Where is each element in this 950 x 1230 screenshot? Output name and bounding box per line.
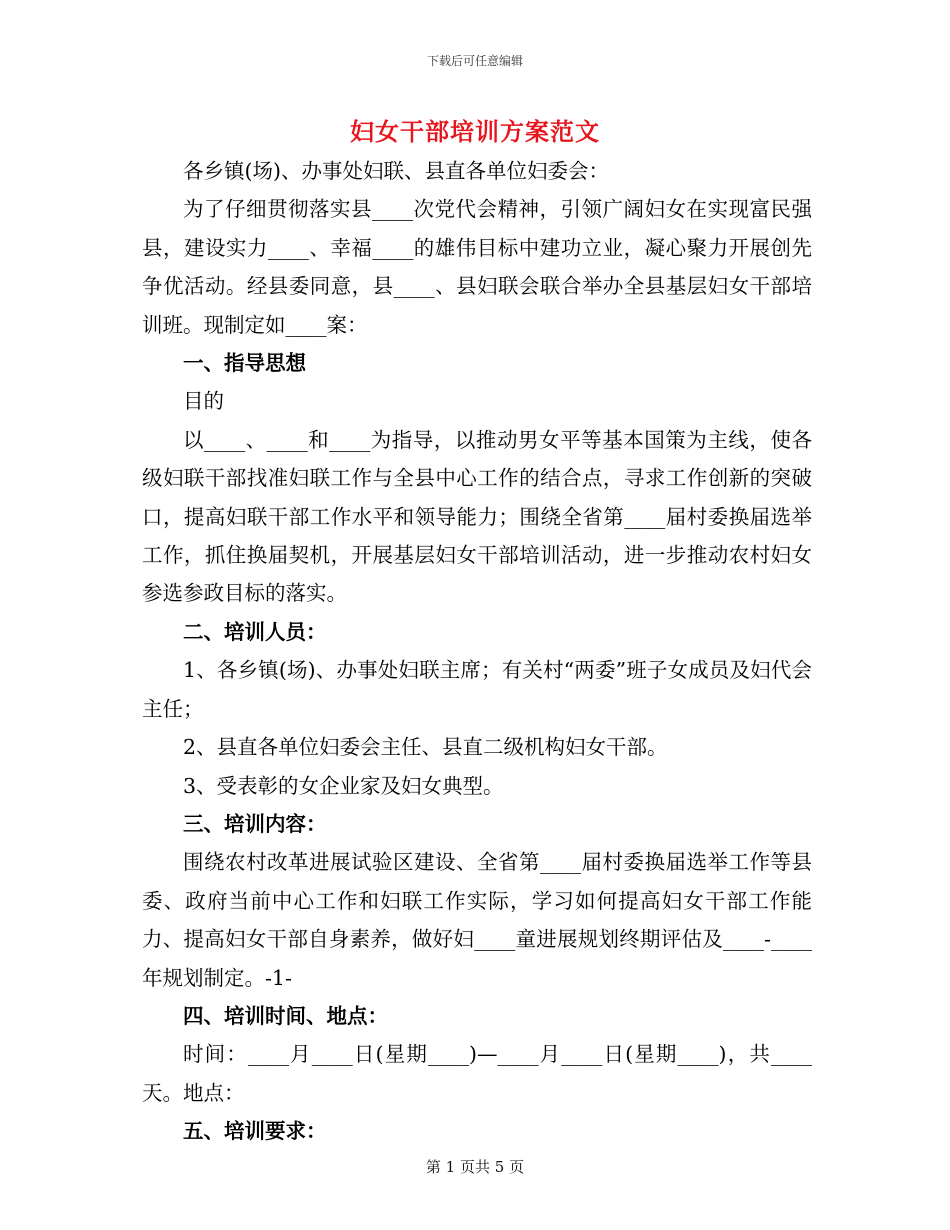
intro-paragraph: 为了仔细贯彻落实县____次党代会精神，引领广阔妇女在实现富民强县，建设实力____、幸福____的雄伟目标中建功立业，凝心聚力开展创先争优活动。经县委同意，县____、县妇联会联合举办全县基层妇女干部培训班。现制定如____案：	[142, 197, 812, 337]
trainee-item-2: 2、县直各单位妇委会主任、县直二级机构妇女干部。	[183, 735, 668, 760]
subheading-purpose: 目的	[183, 389, 224, 414]
header-note: 下载后可任意编辑	[426, 54, 523, 68]
trainee-item-3: 3、受表彰的女企业家及妇女典型。	[183, 773, 504, 798]
time-place-paragraph: 时间：____月____日(星期____)—____月____日(星期____)，共____天。地点：	[142, 1042, 812, 1105]
section-heading-requirements: 五、培训要求：	[183, 1119, 327, 1144]
page-number-footer: 第 1 页共 5 页	[425, 1158, 525, 1176]
purpose-paragraph: 以____、____和____为指导，以推动男女平等基本国策为主线，使各级妇联干部找准妇联工作与全县中心工作的结合点，寻求工作创新的突破口，提高妇联干部工作水平和领导能力；围绕全省第____届村委换届选举工作，抓住换届契机，开展基层妇女干部培训活动，进一步推动农村妇女参选参政目标的落实。	[142, 427, 812, 606]
document-body	[142, 152, 812, 1151]
salutation: 各乡镇(场)、办事处妇联、县直各单位妇委会：	[183, 159, 609, 183]
section-heading-trainees: 二、培训人员：	[183, 619, 327, 644]
section-heading-time-place: 四、培训时间、地点：	[183, 1003, 388, 1028]
section-heading-guiding-thought: 一、指导思想	[183, 351, 306, 376]
document-title: 妇女干部培训方案范文	[350, 117, 600, 146]
section-heading-content: 三、培训内容：	[183, 811, 327, 836]
trainee-item-1: 1、各乡镇(场)、办事处妇联主席；有关村“两委”班子女成员及妇代会主任；	[142, 658, 812, 721]
content-paragraph: 围绕农村改革进展试验区建设、全省第____届村委换届选举工作等县委、政府当前中心工作和妇联工作实际，学习如何提高妇女干部工作能力、提高妇女干部自身素养，做好妇____童进展规划终期评估及____-____年规划制定。-1-	[142, 850, 812, 990]
